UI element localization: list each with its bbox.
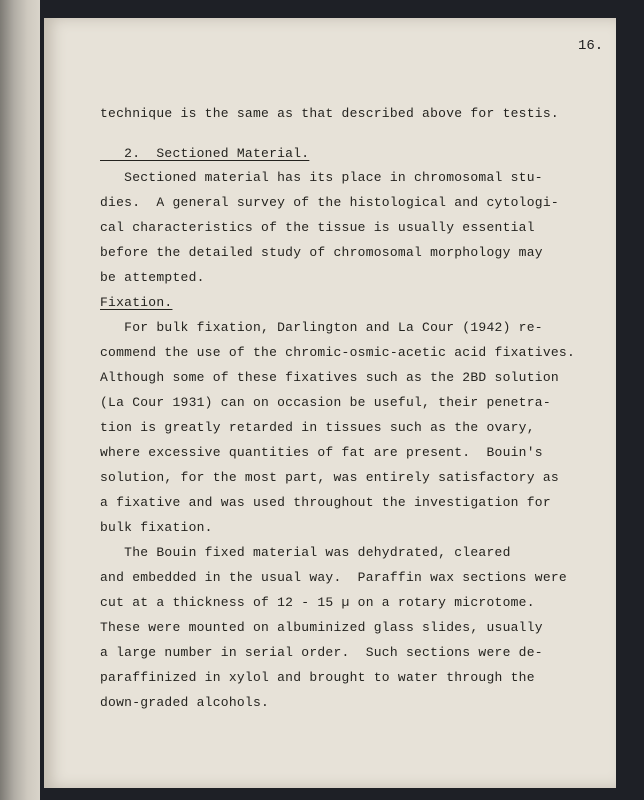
text-line-6: before the detailed study of chromosomal morphology may: [100, 245, 543, 260]
text-line-3: Sectioned material has its place in chromosomal stu-: [100, 170, 543, 185]
text-line-15: solution, for the most part, was entirely satisfactory as: [100, 470, 559, 485]
text-line-19: and embedded in the usual way. Paraffin wax sections were: [100, 570, 567, 585]
text-line-11: Although some of these fixatives such as the 2BD solution: [100, 370, 559, 385]
left-page-edge: [0, 0, 40, 800]
text-line-22: a large number in serial order. Such sections were de-: [100, 645, 543, 660]
text-line-17: bulk fixation.: [100, 520, 213, 535]
text-line-16: a fixative and was used throughout the investigation for: [100, 495, 551, 510]
text-line-13: tion is greatly retarded in tissues such as the ovary,: [100, 420, 535, 435]
text-line-12: (La Cour 1931) can on occasion be useful, their penetra-: [100, 395, 551, 410]
text-line-24: down-graded alcohols.: [100, 695, 270, 710]
text-line-10: commend the use of the chromic-osmic-acetic acid fixatives.: [100, 345, 576, 360]
text-line-7: be attempted.: [100, 270, 205, 285]
page-number: 16.: [578, 38, 604, 54]
text-line-5: cal characteristics of the tissue is usually essential: [100, 220, 535, 235]
text-line-23: paraffinized in xylol and brought to water through the: [100, 670, 535, 685]
text-line-18: The Bouin fixed material was dehydrated, cleared: [100, 545, 511, 560]
text-line-1: technique is the same as that described above for testis.: [100, 106, 559, 121]
section-heading: 2. Sectioned Material.: [100, 146, 310, 161]
text-line-14: where excessive quantities of fat are present. Bouin's: [100, 445, 543, 460]
text-line-21: These were mounted on albuminized glass slides, usually: [100, 620, 543, 635]
text-line-9: For bulk fixation, Darlington and La Cour (1942) re-: [100, 320, 543, 335]
text-line-4: dies. A general survey of the histological and cytologi-: [100, 195, 559, 210]
text-line-20: cut at a thickness of 12 - 15 µ on a rotary microtome.: [100, 595, 535, 610]
subsection-heading-fixation: Fixation.: [100, 295, 173, 310]
